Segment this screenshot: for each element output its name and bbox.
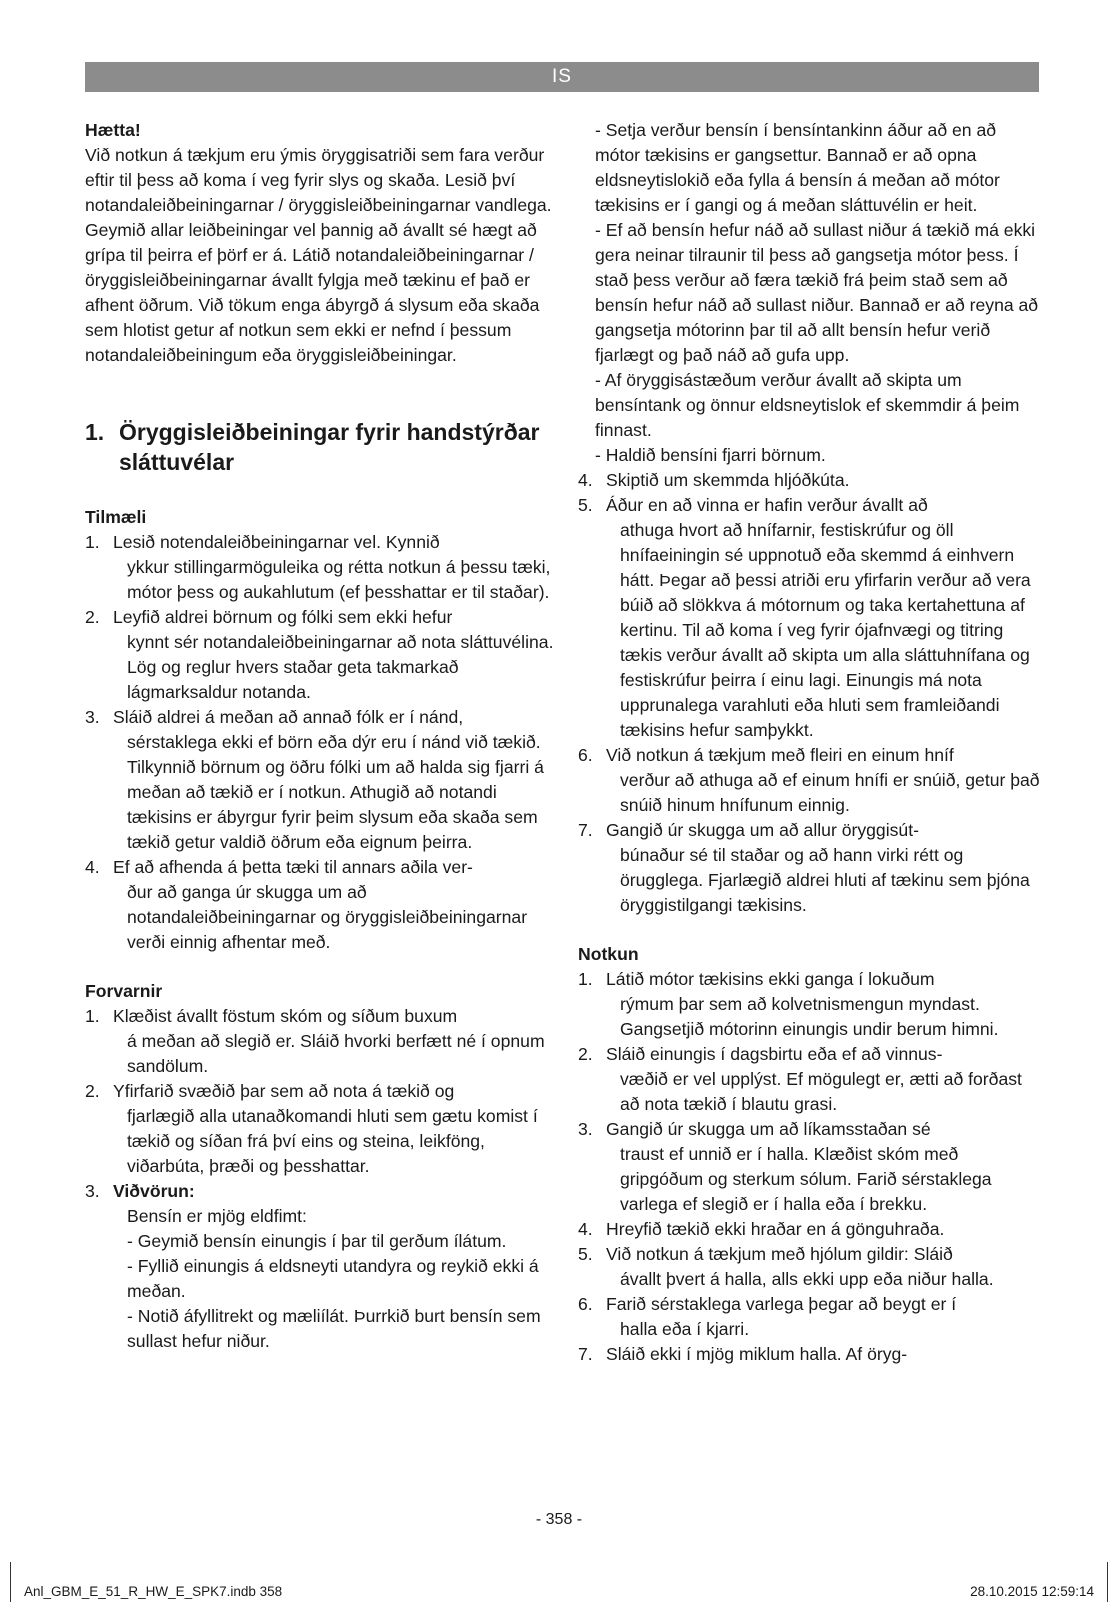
notkun-item-text: Við notkun á tækjum með hjólum gildir: Sláið — [606, 1244, 953, 1264]
tilmaeli-item — [85, 705, 555, 855]
tilmaeli-item-number: 1. — [85, 532, 100, 552]
vidvorun-line: - Notið áfyllitrekt og mæliílát. Þurrkið burt bensín sem sullast hefur niður. — [127, 1306, 541, 1351]
crop-mark-right — [1107, 1562, 1108, 1602]
tilmaeli-item-text: Sláið aldrei á meðan að annað fólk er í nánd, — [113, 707, 464, 727]
forvarnir-item-number: 2. — [85, 1081, 100, 1101]
tilmaeli-item-number: 3. — [85, 707, 100, 727]
notkun-item — [578, 1242, 1040, 1292]
safety-item-text: Við notkun á tækjum með fleiri en einum hníf — [606, 745, 954, 765]
crop-mark-left — [10, 1562, 11, 1602]
fuel-dash-item: - Ef að bensín hefur náð að sullast niður á tækið má ekki gera neinar tilraunir til þess að gangsetja mótor þess. Í stað þess verður að færa tækið frá þeim stað sem að bensín hefur náð að sullast niður. Bannað er að reyna að gangsetja mótorinn þar til að allt bensín hefur verið fjarlægt og það náð að gufa upp. — [595, 220, 1039, 365]
notkun-item-number: 7. — [578, 1344, 593, 1364]
section-heading — [85, 417, 555, 477]
safety-item-number: 5. — [578, 495, 593, 515]
tilmaeli-item — [85, 605, 555, 705]
tilmaeli-item-number: 4. — [85, 857, 100, 877]
safety-item-number: 4. — [578, 470, 593, 490]
notkun-item-continuation: halla eða í kjarri. — [620, 1319, 750, 1339]
tilmaeli-item — [85, 530, 555, 605]
safety-item-continuation: verður að athuga að ef einum hnífi er snúið, getur það snúið hinum hnífunum einnig. — [620, 770, 1040, 815]
forvarnir-item-text: Yfirfarið svæðið þar sem að nota á tækið og — [113, 1081, 455, 1101]
notkun-item-continuation: traust ef unnið er í halla. Klæðist skóm með gripgóðum og sterkum sólum. Farið sérstaklega varlega ef slegið er í halla eða í brekku. — [620, 1144, 992, 1214]
notkun-item-number: 5. — [578, 1244, 593, 1264]
safety-item — [578, 468, 1040, 493]
right-column — [578, 118, 1040, 1367]
section-number: 1. — [85, 419, 105, 445]
forvarnir-item — [85, 1079, 555, 1179]
notkun-item-text: Gangið úr skugga um að líkamsstaðan sé — [606, 1119, 931, 1139]
safety-item-number: 7. — [578, 820, 593, 840]
safety-item — [578, 818, 1040, 918]
safety-item-continuation: athuga hvort að hnífarnir, festiskrúfur og öll hnífaeiningin sé uppnotuð eða skemmd á einhvern hátt. Þegar að þessi atriði eru yfirfarin verður að vera búið að slökkva á mótornum og taka kertahettuna af kertinu. Til að koma í veg fyrir ójafnvægi og titring tækis verður ávallt að skipta um alla sláttuhnífana og festiskrúfur þeirra í einu lagi. Einungis má nota upprunalega varahluti eða hluti sem framleiðandi tækisins hefur samþykkt. — [620, 520, 1031, 740]
notkun-item-number: 1. — [578, 969, 593, 989]
notkun-item-number: 6. — [578, 1294, 593, 1314]
forvarnir-item-continuation: fjarlægið alla utanaðkomandi hluti sem gætu komist í tækið og síðan frá því eins og steina, leikföng, viðarbúta, þræði og þesshattar. — [127, 1106, 538, 1176]
notkun-item-number: 3. — [578, 1119, 593, 1139]
notkun-item — [578, 1117, 1040, 1217]
tilmaeli-item-text: Ef að afhenda á þetta tæki til annars aðila ver- — [113, 857, 473, 877]
fuel-dash-item: - Haldið bensíni fjarri börnum. — [595, 445, 826, 465]
notkun-list — [578, 967, 1040, 1367]
notkun-item-number: 4. — [578, 1219, 593, 1239]
tilmaeli-item-text: Lesið notendaleiðbeiningarnar vel. Kynnið — [113, 532, 440, 552]
forvarnir-item-text: Klæðist ávallt föstum skóm og síðum buxum — [113, 1006, 458, 1026]
notkun-item-number: 2. — [578, 1044, 593, 1064]
left-column — [85, 118, 555, 1354]
fuel-dash-list — [578, 118, 1040, 468]
language-header-bar — [85, 62, 1039, 92]
vidvorun-line: - Fyllið einungis á eldsneyti utandyra og reykið ekki á meðan. — [127, 1256, 539, 1301]
vidvorun-line: - Geymið bensín einungis í þar til gerðum ílátum. — [127, 1231, 507, 1251]
safety-list-continued — [578, 468, 1040, 918]
safety-item-text: Skiptið um skemmda hljóðkúta. — [606, 470, 850, 490]
safety-item — [578, 493, 1040, 743]
notkun-item-text: Sláið einungis í dagsbirtu eða ef að vinnus- — [606, 1044, 943, 1064]
forvarnir-title: Forvarnir — [85, 981, 163, 1001]
danger-title: Hætta! — [85, 120, 141, 140]
safety-item-continuation: búnaður sé til staðar og að hann virki rétt og örugglega. Fjarlægið aldrei hluti af tækinu sem þjóna öryggistilgangi tækisins. — [620, 845, 1030, 915]
vidvorun-item — [85, 1179, 555, 1354]
safety-item — [578, 743, 1040, 818]
tilmaeli-item-continuation: kynnt sér notandaleiðbeiningarnar að nota sláttuvélina. Lög og reglur hvers staðar geta takmarkað lágmarksaldur notanda. — [127, 632, 554, 702]
footer-datetime: 28.10.2015 12:59:14 — [970, 1584, 1094, 1599]
vidvorun-number: 3. — [85, 1181, 100, 1201]
safety-item-text: Gangið úr skugga um að allur öryggisút- — [606, 820, 919, 840]
fuel-dash-item: - Af öryggisástæðum verður ávallt að skipta um bensíntank og önnur eldsneytislok ef skemmdir á þeim finnast. — [595, 370, 1020, 440]
notkun-item-continuation: rýmum þar sem að kolvetnismengun myndast. Gangsetjið mótorinn einungis undir berum himni. — [620, 994, 999, 1039]
tilmaeli-item-continuation: ykkur stillingarmöguleika og rétta notkun á þessu tæki, mótor þess og aukahlutum (ef þesshattar er til staðar). — [127, 557, 551, 602]
tilmaeli-item-text: Leyfið aldrei börnum og fólki sem ekki hefur — [113, 607, 453, 627]
notkun-item — [578, 967, 1040, 1042]
tilmaeli-list — [85, 530, 555, 955]
safety-item-text: Áður en að vinna er hafin verður ávallt að — [606, 495, 928, 515]
tilmaeli-item-continuation: sérstaklega ekki ef börn eða dýr eru í nánd við tækið. Tilkynnið börnum og öðru fólki um að halda sig fjarri á meðan að tækið er í notkun. Athugið að notandi tækisins er ábyrgur fyrir þeim slysum eða skaða sem tækið getur valdið öðrum eða eignum þeirra. — [127, 732, 544, 852]
footer-filename: Anl_GBM_E_51_R_HW_E_SPK7.indb 358 — [24, 1584, 283, 1599]
safety-item-number: 6. — [578, 745, 593, 765]
notkun-item — [578, 1342, 1040, 1367]
vidvorun-line: Bensín er mjög eldfimt: — [127, 1206, 307, 1226]
forvarnir-item-number: 1. — [85, 1006, 100, 1026]
notkun-item — [578, 1042, 1040, 1117]
notkun-item-text: Hreyfið tækið ekki hraðar en á gönguhraða. — [606, 1219, 945, 1239]
language-code: IS — [552, 66, 572, 87]
vidvorun-title: Viðvörun: — [113, 1181, 195, 1201]
notkun-item-text: Sláið ekki í mjög miklum halla. Af öryg- — [606, 1344, 908, 1364]
section-title: Öryggisleiðbeiningar fyrir handstýrðar sláttuvélar — [119, 419, 540, 475]
tilmaeli-item-continuation: ður að ganga úr skugga um að notandaleiðbeiningarnar og öryggisleiðbeiningarnar verði einnig afhentar með. — [127, 882, 528, 952]
notkun-title: Notkun — [578, 944, 639, 964]
notkun-item — [578, 1292, 1040, 1342]
notkun-item-text: Farið sérstaklega varlega þegar að beygt er í — [606, 1294, 957, 1314]
notkun-item-text: Látið mótor tækisins ekki ganga í lokuðum — [606, 969, 935, 989]
forvarnir-list — [85, 1004, 555, 1179]
page-number: - 358 - — [535, 1511, 583, 1528]
tilmaeli-item — [85, 855, 555, 955]
danger-text: Við notkun á tækjum eru ýmis öryggisatriði sem fara verður eftir til þess að koma í veg fyrir slys og skaða. Lesið því notandaleiðbeiningarnar / öryggisleiðbeiningarnar vandlega. Geymið allar leiðbeiningar vel þannig að ávallt sé hægt að grípa til þeirra ef þörf er á. Látið notandaleiðbeiningarnar / öryggisleiðbeiningarnar ávallt fylgja með tækinu ef það er afhent öðrum. Við tökum enga ábyrgð á slysum eða skaða sem hlotist getur af notkun sem ekki er nefnd í þessum notandaleiðbeiningum eða öryggisleiðbeiningar. — [85, 145, 552, 365]
fuel-dash-item: - Setja verður bensín í bensíntankinn áður að en að mótor tækisins er gangsettur. Bannað er að opna eldsneytislokið eða fylla á bensín á meðan að mótor tækisins er í gangi og á meðan sláttuvélin er heit. — [595, 120, 1000, 215]
forvarnir-item-continuation: á meðan að slegið er. Sláið hvorki berfætt né í opnum sandölum. — [127, 1031, 545, 1076]
notkun-item-continuation: væðið er vel upplýst. Ef mögulegt er, ætti að forðast að nota tækið í blautu grasi. — [620, 1069, 1022, 1114]
tilmaeli-item-number: 2. — [85, 607, 100, 627]
tilmaeli-title: Tilmæli — [85, 507, 147, 527]
forvarnir-item — [85, 1004, 555, 1079]
vidvorun-lines — [113, 1204, 555, 1354]
notkun-item-continuation: ávallt þvert á halla, alls ekki upp eða niður halla. — [620, 1269, 994, 1289]
notkun-item — [578, 1217, 1040, 1242]
